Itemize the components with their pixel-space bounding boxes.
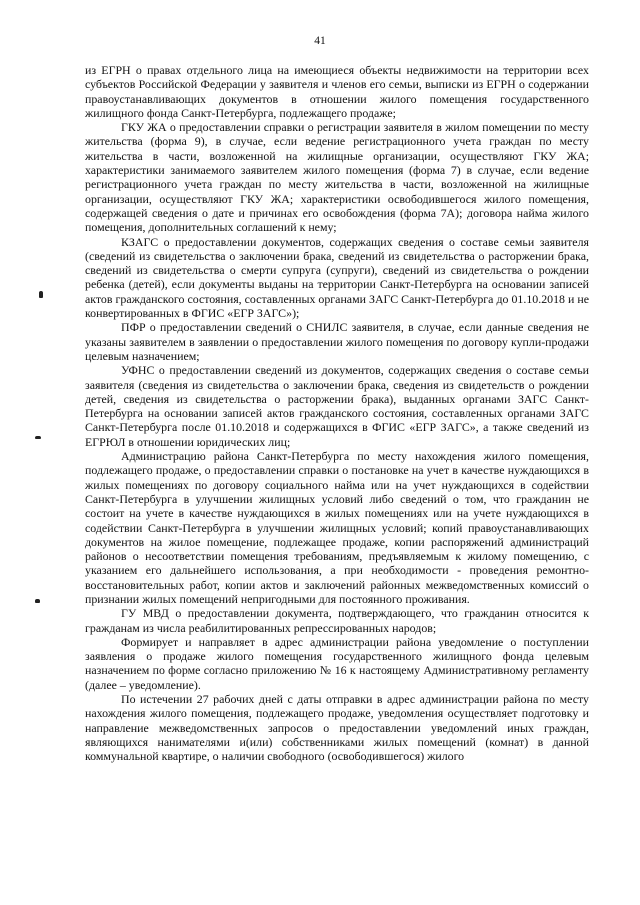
paragraph-gku-zha: ГКУ ЖА о предоставлении справки о регистрации заявителя в жилом помещении по месту жительства (форма 9), в случае, если ведение регистрационного учета граждан по месту жительства в части, возложенной на жилищные организации, осуществляют ГКУ ЖА; характеристики занимаемого заявителем жилого помещения (форма 7) в случае, если ведение регистрационного учета граждан по месту жительства в части, возложенной на жилищные организации, осуществляют ГКУ ЖА; характеристики освободившегося жилого помещения, содержащей сведения о дате и причинах его освобождения (форма 7А); договора найма жилого помещения, дополнительных соглашений к нему; [85, 120, 589, 235]
paragraph-deadline: По истечении 27 рабочих дней с даты отправки в адрес администрации района по месту нахождения жилого помещения, подлежащего продаже, уведомления осуществляет подготовку и направление межведомственных запросов о предоставлении уведомлений иных граждан, являющихся нанимателями и(или) собственниками жилых помещений (комнат) в данной коммунальной квартире, о наличии свободного (освободившегося) жилого [85, 692, 589, 764]
paragraph-notification: Формирует и направляет в адрес администрации района уведомление о поступлении заявления о продаже жилого помещения государственного жилищного фонда целевым назначением по форме согласно приложению № 16 к настоящему Административному регламенту (далее – уведомление). [85, 634, 589, 692]
margin-scan-mark [35, 436, 41, 439]
document-body [85, 63, 589, 764]
paragraph-egrn-continuation: из ЕГРН о правах отдельного лица на имеющиеся объекты недвижимости на территории всех субъектов Российской Федерации у заявителя и членов его семьи, выписки из ЕГРН о содержании правоустанавливающих документов в отношении жилого помещения государственного жилищного фонда Санкт-Петербурга, подлежащего продаже; [85, 63, 589, 120]
margin-scan-mark [35, 599, 40, 603]
page-number: 41 [314, 35, 326, 47]
paragraph-pfr: ПФР о предоставлении сведений о СНИЛС заявителя, в случае, если данные сведения не указаны заявителем в заявлении о предоставлении жилого помещения по договору купли-продажи целевым назначением; [85, 320, 589, 363]
paragraph-ufns: УФНС о предоставлении сведений из документов, содержащих сведения о составе семьи заявителя (сведения из свидетельства о заключении брака, сведения из свидетельств о рождении детей, сведения из свидетельства о расторжении брака), выданных органами ЗАГС Санкт-Петербурга на основании записей актов гражданского состояния, составленных органами ЗАГС Санкт-Петербурга после 01.10.2018 и содержащихся в ФГИС «ЕГР ЗАГС», а также сведений из ЕГРЮЛ в отношении юридических лиц; [85, 363, 589, 449]
margin-scan-mark [39, 291, 43, 298]
paragraph-gu-mvd: ГУ МВД о предоставлении документа, подтверждающего, что гражданин относится к гражданам из числа реабилитированных репрессированных народов; [85, 606, 589, 635]
paragraph-district-administration: Администрацию района Санкт-Петербурга по месту нахождения жилого помещения, подлежащего продаже, о предоставлении справки о постановке на учет в качестве нуждающихся в жилых помещениях по договору социального найма или на учет нуждающихся в содействии Санкт-Петербурга в улучшении жилищных условий либо сведений о том, что гражданин не состоит на учете в качестве нуждающихся в жилых помещениях или на учете нуждающихся в содействии Санкт-Петербурга в улучшении жилищных условий; копий правоустанавливающих документов на жилое помещение, подлежащее продаже, копии распоряжений администраций районов о несоответствии помещения требованиям, предъявляемым к жилому помещению, с указанием его дальнейшего использования, а при необходимости - проведения ремонтно-восстановительных работ, копии актов и заключений районных межведомственных комиссий о признании жилых помещений непригодными для постоянного проживания. [85, 449, 589, 606]
paragraph-kzags: КЗАГС о предоставлении документов, содержащих сведения о составе семьи заявителя (сведений из свидетельства о заключении брака, сведений из свидетельства о расторжении брака, сведений из свидетельства о смерти супруга (супруги), сведений из свидетельства о рождении ребенка (детей), если документы выданы на территории Санкт-Петербурга на основании записей актов гражданского состояния, составленных органами ЗАГС Санкт-Петербурга до 01.10.2018 и не конвертированных в ФГИС «ЕГР ЗАГС»); [85, 234, 589, 321]
